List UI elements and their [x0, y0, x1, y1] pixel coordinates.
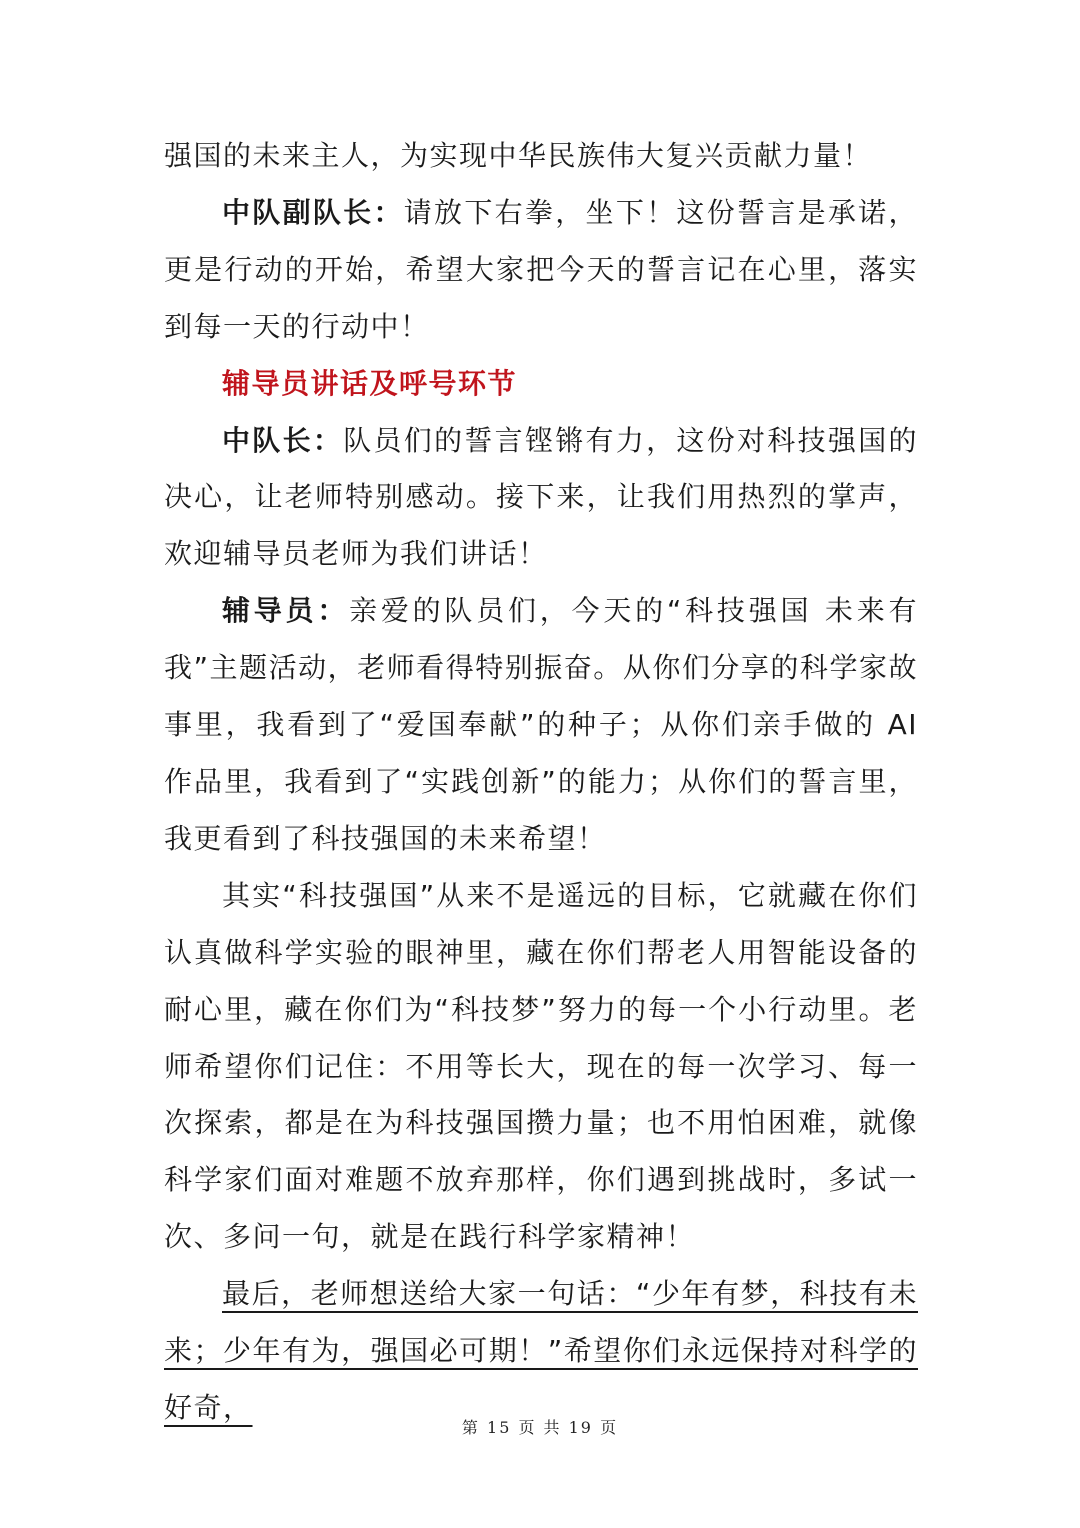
- page-number-footer: 第 15 页 共 19 页: [461, 1418, 619, 1437]
- document-body: [164, 128, 918, 1437]
- speaker-label: 中队长：: [222, 423, 344, 457]
- paragraph-6: 最后，老师想送给大家一句话：“少年有梦，科技有未来；少年有为，强国必可期！”希望你们永远保持对科学的好奇，: [164, 1277, 918, 1424]
- speaker-label: 辅导员：: [222, 594, 350, 628]
- section-heading: 辅导员讲话及呼号环节: [222, 366, 518, 400]
- paragraph-4: [164, 583, 918, 868]
- paragraph-text: 亲爱的队员们，今天的“科技强国 未来有我”主题活动，老师看得特别振奋。从你们分享的科学家故事里，我看到了“爱国奉献”的种子；从你们亲手做的 AI 作品里，我看到了“实践创新”的能力；从你们的誓言里，我更看到了科技强国的未来希望！: [164, 594, 918, 855]
- paragraph-text: 队员们的誓言铿锵有力，这份对科技强国的决心，让老师特别感动。接下来，让我们用热烈的掌声，欢迎辅导员老师为我们讲话！: [164, 423, 918, 571]
- paragraph-2: [164, 185, 918, 356]
- speaker-label: 中队副队长：: [222, 195, 404, 229]
- paragraph-1: 强国的未来主人，为实现中华民族伟大复兴贡献力量！: [164, 139, 873, 172]
- paragraph-3: [164, 413, 918, 584]
- paragraph-text: 请放下右拳，坐下！这份誓言是承诺，更是行动的开始，希望大家把今天的誓言记在心里，落实到每一天的行动中！: [164, 195, 918, 343]
- paragraph-5: 其实“科技强国”从来不是遥远的目标，它就藏在你们认真做科学实验的眼神里，藏在你们帮老人用智能设备的耐心里，藏在你们为“科技梦”努力的每一个小行动里。老师希望你们记住：不用等长大，现在的每一次学习、每一次探索，都是在为科技强国攒力量；也不用怕困难，就像科学家们面对难题不放弃那样，你们遇到挑战时，多试一次、多问一句，就是在践行科学家精神！: [164, 878, 918, 1254]
